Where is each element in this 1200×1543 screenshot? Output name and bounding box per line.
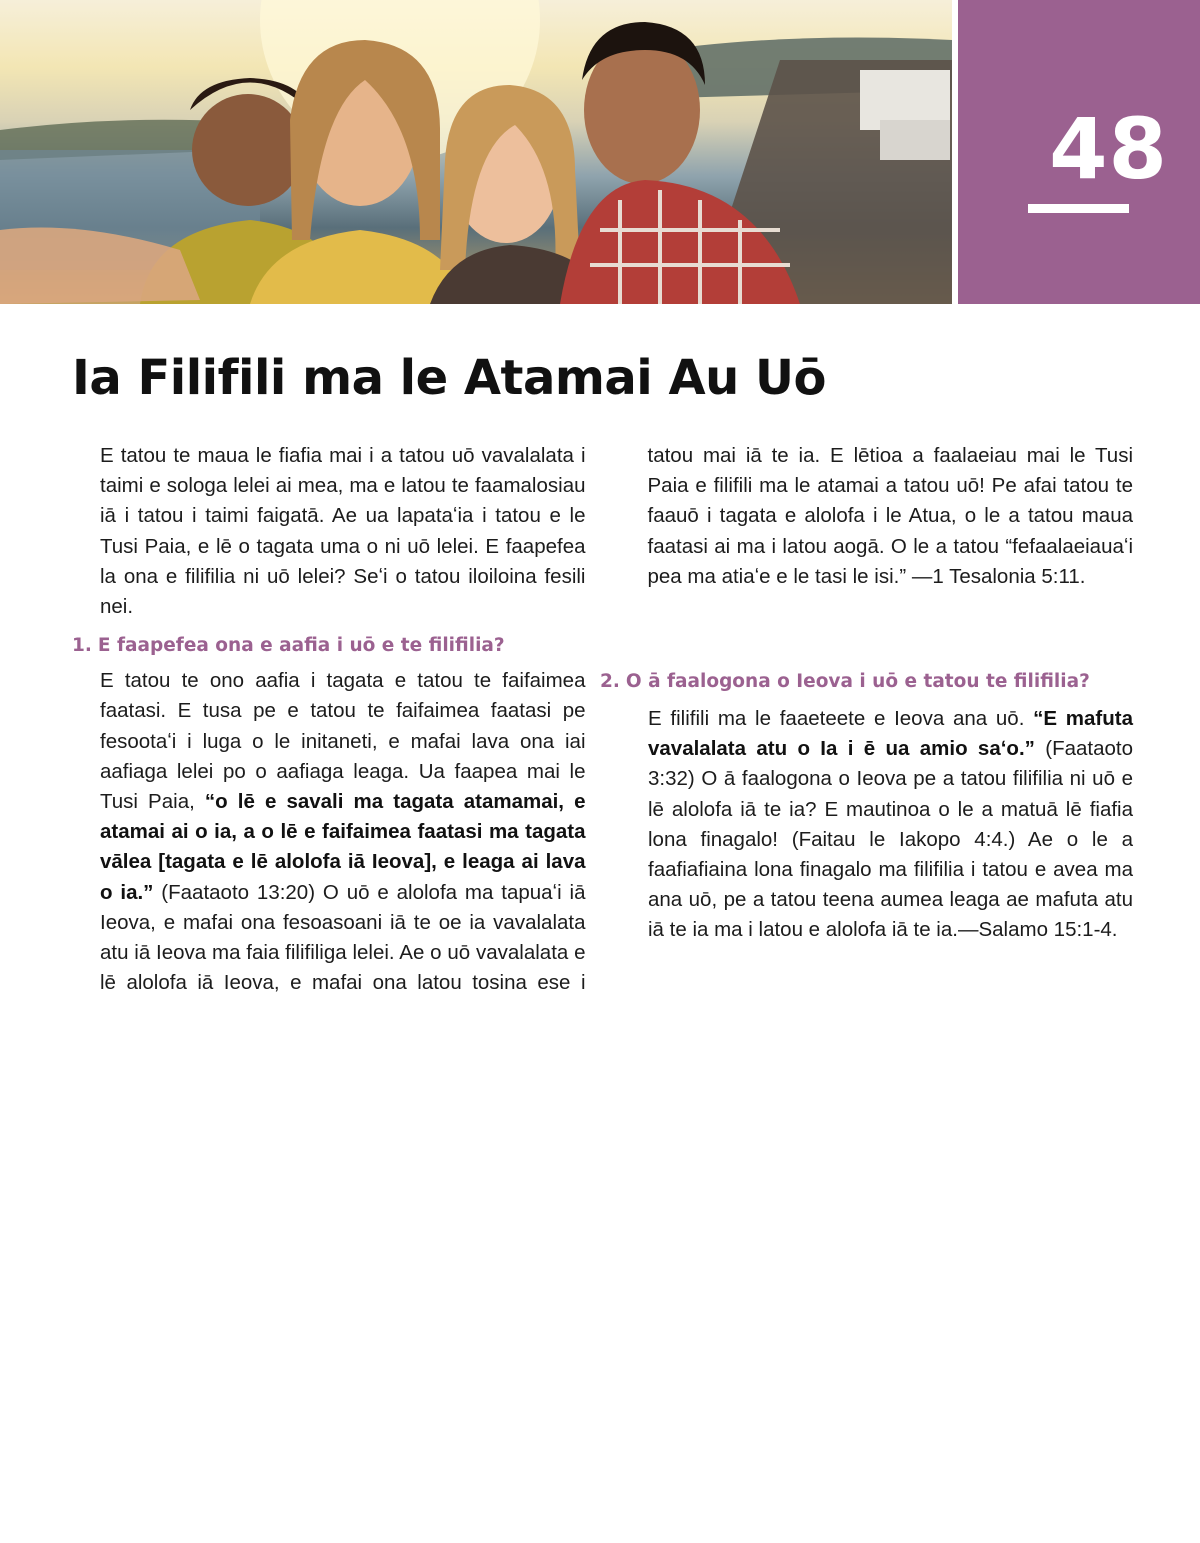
section-1-text-a: E tatou te ono aafia i tagata e tatou te faifaimea faatasi. E tusa pe e tatou te faifaimea faatasi pe fesootaʻi i luga o le initaneti, e mafai lava ona iai aafiaga lelei po o aafiaga leaga. Ua faapea mai le Tusi Paia, (100, 669, 586, 814)
section-2-text-b: (Faataoto 3:32) O ā faalogona o Ieova pe a tatou filifilia ni uō e lē alolofa iā te ia? E mautinoa o le a matuā lē fiafia lona finagalo! (Faitau le Iakopo 4:4.) Ae o le a faafiafiaina lona finagalo ma filifilia i tatou e avea ma ana uō, pe a tatou teena aumea leaga ae mafuta atu iā te ia ma i latou e alolofa iā te ia.—Salamo 15:1-4. (648, 737, 1133, 942)
section-1-number: 1. (72, 635, 92, 657)
section-2-number: 2. (600, 671, 620, 692)
section-2-question-text: O ā faalogona o Ieova i uō e tatou te filifilia? (625, 671, 1090, 692)
hero-photo (0, 0, 952, 304)
lesson-number-box (958, 0, 1200, 304)
section-1-question-text: E faapefea ona e aafia i uō e te filifilia? (97, 635, 505, 657)
section-1-question (72, 632, 586, 660)
page-title: Ia Filifili ma le Atamai Au Uō (72, 350, 826, 406)
lesson-number: 48 (1049, 100, 1168, 198)
section-2-paragraph (620, 704, 1133, 946)
section-2-text-a: E filifili ma le faaeteete e Ieova ana uō. (648, 707, 1034, 730)
section-2-scripture-quote: “E mafuta vavalalata atu o Ia i ē ua amio saʻo.” (648, 707, 1133, 761)
intro-paragraph: E tatou te maua le fiafia mai i a tatou uō vavalalata i taimi e sologa lelei ai mea, ma e latou te faamalosiau iā i tatou i taimi faigatā. Ae ua lapataʻia i tatou e le Tusi Paia, e lē o tagata uma o ni uō lelei. E faapefea la ona e filifilia ni uō lelei? Seʻi o tatou iloiloina fesili nei. (100, 444, 586, 619)
right-column-section-2 (600, 668, 1133, 946)
section-1-scripture-quote: “o lē e savali ma tagata atamamai, e atamai ai o ia, a o lē e faifaimea faatasi ma tagata vālea [tagata e lē alolofa iā Ieova], e leaga ai lava o ia.” (100, 790, 586, 904)
lesson-number-underline (1028, 204, 1129, 213)
section-1-text-b: (Faataoto 13:20) O uō e alolofa ma tapuaʻi iā Ieova, e mafai ona fesoasoani iā te oe ia vavalalata atu iā Ieova ma faia filifiliga lelei. Ae o uō vavalalata e lē alolofa iā Ieova, e mafai ona latou tosina ese i tatou mai iā te ia. E lētioa a faalaeiau mai le Tusi Paia e filifili ma le atamai a tatou uō! Pe afai tatou te faauō i tagata e alolofa i le Atua, o le a tatou maua faatasi ai ma i latou aogā. O le a tatou “fefaalaeiauaʻi pea ma atiaʻe e le tasi le isi.” —1 Tesalonia 5:11. (100, 444, 1133, 995)
group-selfie-photo-icon (0, 0, 952, 304)
section-2-question (600, 668, 1133, 696)
